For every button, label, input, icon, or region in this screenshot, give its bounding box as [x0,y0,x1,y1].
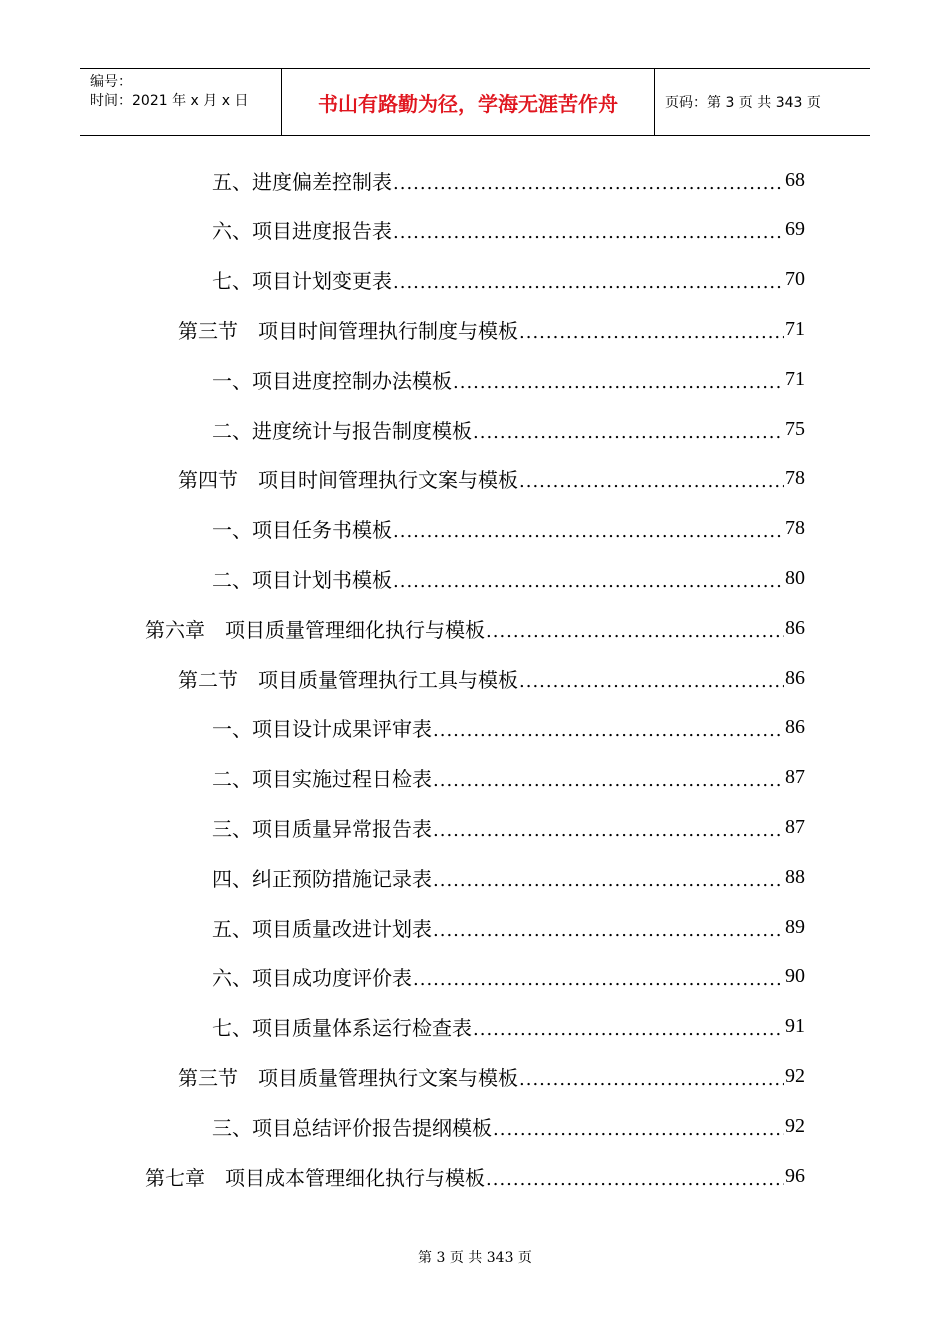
toc-entry[interactable] [212,558,805,598]
toc-entry[interactable] [178,309,805,349]
toc-entry-title: 六、项目成功度评价表 [212,966,412,991]
toc-entry-title: 第七章 项目成本管理细化执行与模板 [145,1165,485,1190]
toc-entry[interactable] [212,1007,805,1047]
toc-entry-title: 五、项目质量改进计划表 [212,916,432,941]
toc-entry-title: 三、项目质量异常报告表 [212,816,432,841]
toc-dot-leader [433,920,784,941]
toc-entry[interactable] [212,708,805,748]
toc-entry-title: 七、项目质量体系运行检查表 [212,1016,472,1041]
toc-entry-page: 71 [785,317,805,340]
toc-dot-leader [519,671,784,692]
toc-entry[interactable] [145,1156,805,1196]
toc-entry[interactable] [212,409,805,449]
toc-entry[interactable] [212,1106,805,1146]
toc-entry-page: 87 [785,766,805,789]
toc-dot-leader [493,1119,784,1140]
toc-entry-page: 71 [785,367,805,390]
toc-entry[interactable] [212,359,805,399]
toc-entry[interactable] [212,210,805,250]
toc-entry-title: 二、项目计划书模板 [212,567,392,592]
toc-dot-leader [393,521,784,542]
toc-entry[interactable] [212,160,805,200]
toc-entry-page: 88 [785,865,805,888]
toc-dot-leader [486,621,784,642]
toc-entry-title: 三、项目总结评价报告提纲模板 [212,1115,492,1140]
toc-entry-title: 第三节 项目质量管理执行文案与模板 [178,1065,518,1090]
toc-entry[interactable] [212,807,805,847]
toc-entry[interactable] [178,658,805,698]
toc-dot-leader [519,322,784,343]
toc-entry-page: 87 [785,815,805,838]
toc-dot-leader [433,770,784,791]
toc-entry-page: 89 [785,915,805,938]
toc-entry-title: 六、项目进度报告表 [212,219,392,244]
toc-entry-page: 92 [785,1114,805,1137]
toc-entry[interactable] [212,857,805,897]
toc-entry-title: 一、项目任务书模板 [212,518,392,543]
toc-entry[interactable] [212,758,805,798]
document-date: 时间：2021 年 x 月 x 日 [90,93,249,109]
toc-dot-leader [393,272,784,293]
toc-entry-page: 78 [785,517,805,540]
toc-entry-title: 第二节 项目质量管理执行工具与模板 [178,667,518,692]
toc-dot-leader [486,1169,784,1190]
header-motto: 书山有路勤为径，学海无涯苦作舟 [282,69,655,135]
toc-entry-title: 一、项目设计成果评审表 [212,717,432,742]
toc-entry-page: 78 [785,467,805,490]
toc-dot-leader [393,173,784,194]
toc-entry[interactable] [212,509,805,549]
toc-dot-leader [433,870,784,891]
header-page-info: 页码：第 3 页 共 343 页 [665,95,821,111]
document-number: 编号： [90,74,132,90]
toc-dot-leader [473,1019,784,1040]
toc-entry[interactable] [178,459,805,499]
toc-entry-title: 七、项目计划变更表 [212,269,392,294]
toc-entry-page: 68 [785,168,805,191]
toc-entry[interactable] [212,260,805,300]
toc-entry[interactable] [212,957,805,997]
toc-dot-leader [519,1069,784,1090]
toc-entry-page: 86 [785,666,805,689]
toc-dot-leader [453,372,784,393]
page-footer: 第 3 页 共 343 页 [418,1250,532,1266]
toc-entry[interactable] [145,608,805,648]
toc-entry-page: 92 [785,1064,805,1087]
toc-dot-leader [433,720,784,741]
toc-entry[interactable] [212,907,805,947]
toc-entry-page: 96 [785,1164,805,1187]
toc-entry-page: 80 [785,566,805,589]
toc-dot-leader [413,969,784,990]
toc-dot-leader [393,222,784,243]
toc-entry-title: 四、纠正预防措施记录表 [212,866,432,891]
toc-entry-title: 第三节 项目时间管理执行制度与模板 [178,318,518,343]
toc-dot-leader [519,471,784,492]
toc-dot-leader [433,820,784,841]
toc-entry-title: 一、项目进度控制办法模板 [212,368,452,393]
toc-entry-page: 90 [785,965,805,988]
toc-entry-title: 第六章 项目质量管理细化执行与模板 [145,617,485,642]
toc-entry-page: 70 [785,268,805,291]
toc-entry[interactable] [178,1056,805,1096]
toc-dot-leader [473,422,784,443]
toc-dot-leader [393,571,784,592]
header-meta [80,69,282,135]
toc-entry-page: 75 [785,417,805,440]
page-header [80,68,870,136]
toc-entry-title: 第四节 项目时间管理执行文案与模板 [178,468,518,493]
toc-entry-title: 五、进度偏差控制表 [212,169,392,194]
toc-entry-page: 86 [785,716,805,739]
toc-entry-page: 91 [785,1015,805,1038]
toc-entry-title: 二、项目实施过程日检表 [212,767,432,792]
toc-entry-title: 二、进度统计与报告制度模板 [212,418,472,443]
toc-entry-page: 86 [785,616,805,639]
toc-entry-page: 69 [785,218,805,241]
